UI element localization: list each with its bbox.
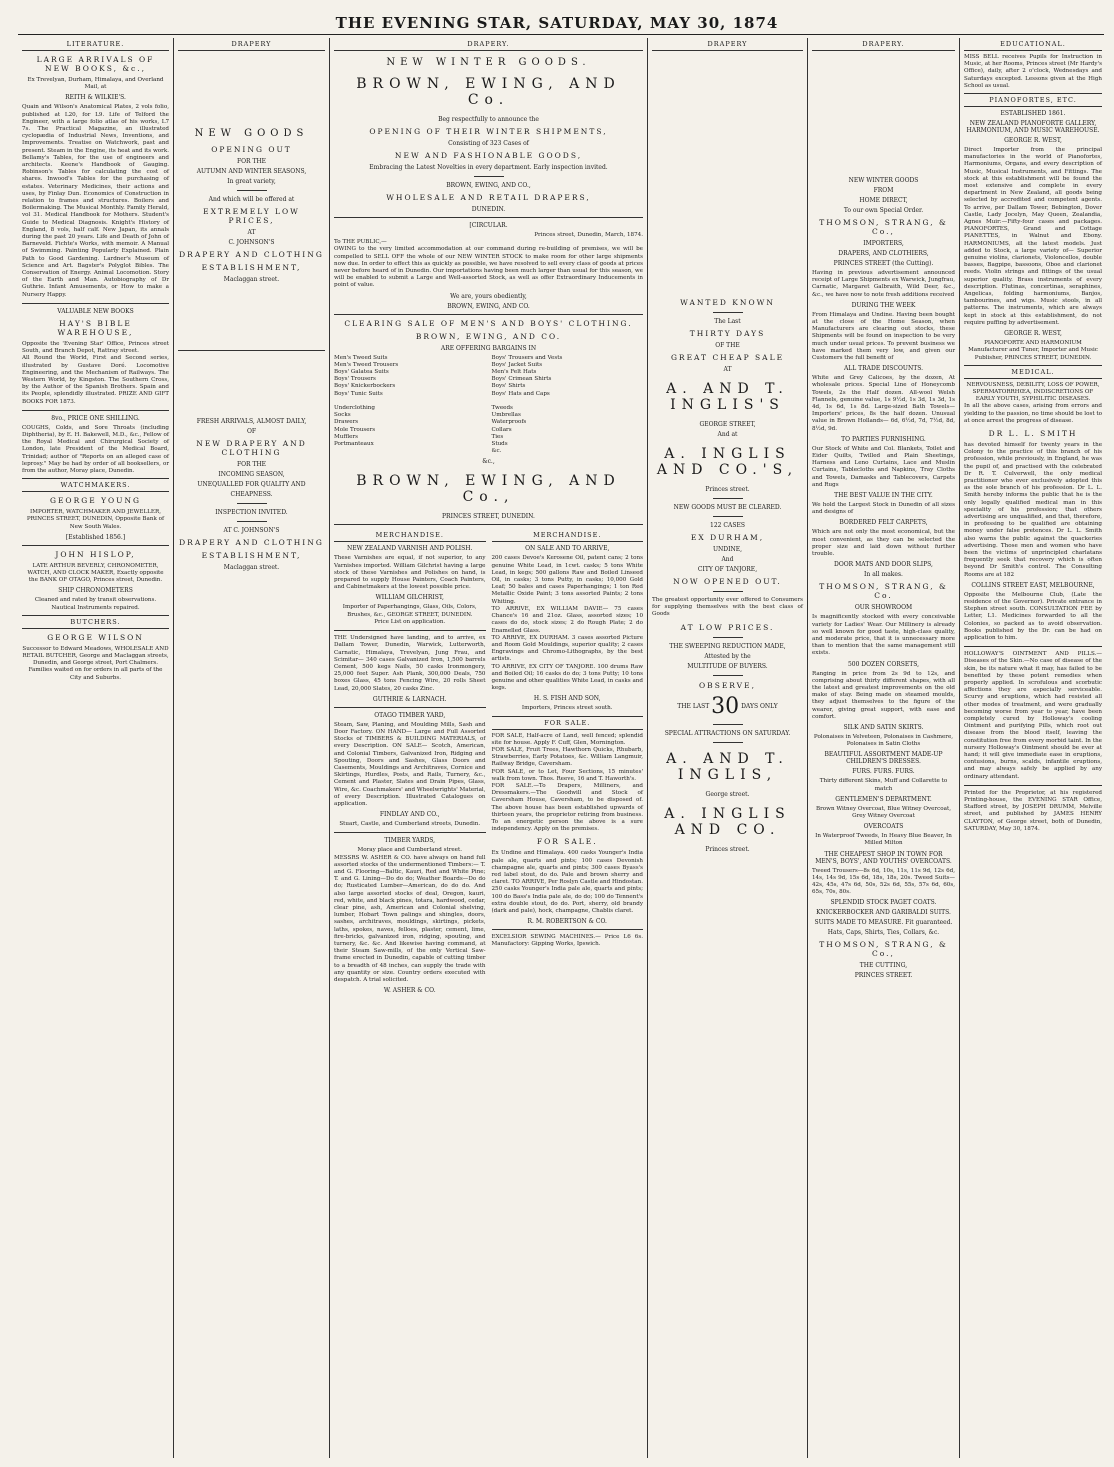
ad-line: Maclaggan street. <box>223 564 280 571</box>
list-item <box>334 398 486 405</box>
ad-text: In Waterproof Tweeds, In Heavy Blue Beaver, In Milled Milton <box>815 833 952 847</box>
list-item: Boys' Shirts <box>491 383 526 390</box>
circular-body: OWING to the very limited accommodation at our command during re-building of premises, we will be compelled to SELL OFF the whole of our NEW WINTER STOCK to make room for other large shipments now due. In order to effect this as quickly as possible, we have resolved to sell every class of goods at prices never before heard of in Dunedin. Our importations having been much larger than usual for this season, we will be enabled to submit a Large and Well-assorted Stock, as well as offer Extraordinary Inducements in point of value. <box>334 246 643 289</box>
section-heading: LITERATURE. <box>22 38 169 51</box>
ad-text: Having in previous advertisement announced receipt of Large Shipments ex Warwick, Jungfrau, Carnatic, Margaret Galbraith, Wild Deer, &c., &c., we have now to note fresh additions received <box>812 270 955 298</box>
section-heading: BUTCHERS. <box>22 615 169 629</box>
list-item: Boys' Hats and Caps <box>491 390 550 397</box>
ad-line: And which will be offered at <box>208 196 295 203</box>
list-item: Ties <box>491 433 504 440</box>
ad-line: ESTABLISHMENT, <box>201 263 302 272</box>
ad-line: DUNEDIN. <box>471 206 506 213</box>
ad-line: INCOMING SEASON, <box>218 471 285 478</box>
ad-line: THE BEST VALUE IN THE CITY. <box>834 492 933 500</box>
list-item: Boys' Jacket Suits <box>491 361 543 368</box>
ad-line: NOW OPENED OUT. <box>673 577 782 586</box>
ad-address: Opposite the 'Evening Star' Office, Princes street South, and Branch Depot, Rattray street. <box>22 340 169 355</box>
ad-text: FOR SALE, or to Let, Four Sections, 15 minutes' walk from town. Thos. Reeve, 16 and T. Haworth's. <box>491 768 643 782</box>
ad-firm: JOHN HISLOP, <box>55 549 136 559</box>
ad-line: PRINCES STREET, DUNEDIN. <box>442 513 535 521</box>
ad-line-part: DAYS ONLY <box>741 702 778 710</box>
ad-line: Princes street. <box>705 845 750 853</box>
ad-firm: A. INGLIS AND CO.'S, <box>656 446 799 478</box>
ad-subheading: SHIP CHRONOMETERS <box>58 587 133 595</box>
ad-line: In all makes. <box>864 571 903 579</box>
ad-line: THE CUTTING, <box>859 962 908 970</box>
ad-line: BROWN, EWING, AND CO., <box>446 182 531 189</box>
ad-line: Beg respectfully to announce the <box>438 116 539 123</box>
ad-line: NEW WINTER GOODS <box>848 177 919 184</box>
divider <box>22 545 169 546</box>
ad-firm: GEORGE R. WEST, <box>1004 137 1062 145</box>
ad-line: And at <box>717 431 738 438</box>
ad-line: FRESH ARRIVALS, ALMOST DAILY, <box>196 418 307 425</box>
ad-line: ARE OFFERING BARGAINS IN <box>440 344 537 352</box>
divider <box>334 314 643 315</box>
ad-text: Direct Importer from the principal manufactories in the world of Pianofortes, Harmoniums, Organs, and every description of Music, Musical Instruments, and Fittings. The stock at this establishment will be found the most extensive and complete in every department in New Zealand, all goods being selected by accredited and competent agents. To arrive, per Dallam Tower, Bebington, Dover Castle, Lady Jocelyn, May Queen, Zealandia, Agnes Muir:—Fifty-four cases and packages. PIANOFORTES, Grand and Cottage PIANETTES, in Walnut and Ebony. HARMONIUMS, all the latest models. Just added to Stock, a large variety of— Superior genuine violins, clarionets, Violoncellos, double basses, Bagpipe, bassoons, Oboe and clarionet reeds. Violin strings and fittings of the usual superior quality. Brass instruments of every description. Flutinas, concertinas, seraphines, Angelicas, folding harmoniums, Banjos, tambourines, and wigs. Music stools, in all patterns. The instruments, which are always kept in stock at this establishment, do not require puffing by advertisement. <box>964 147 1102 326</box>
ad-text: TO ARRIVE, EX WILLIAM DAVIE— 75 cases Chance's 16 and 21oz. Glass, assorted sizes; 10 cases do do, stock sizes; 2 do Rough Plate; 2 do Enamelled Glass. <box>491 605 643 634</box>
list-item: Underclothing <box>334 405 375 412</box>
divider <box>22 410 169 411</box>
ad-text: Importer of Paperhangings, Glass, Oils, Colors, Brushes, &c., GEORGE STREET, DUNEDIN. <box>342 604 477 618</box>
list-item: Boys' Knickerbockers <box>334 383 396 390</box>
ad-line: Maclaggan street. <box>223 276 280 283</box>
ad-line: OF THE <box>715 342 740 349</box>
ad-firm: THOMSON, STRANG, & Co. <box>819 582 948 601</box>
ad-line: OF <box>246 428 257 435</box>
ad-firm: GEORGE YOUNG <box>49 496 142 506</box>
ad-line: SPLENDID STOCK PAGET COATS. <box>830 899 937 907</box>
ad-line: In great variety, <box>227 178 276 185</box>
ad-line: NEW DRAPERY AND CLOTHING <box>196 439 307 457</box>
ad-firm: FINDLAY AND CO., <box>379 811 440 819</box>
ad-firm: A. INGLIS AND CO. <box>664 805 791 838</box>
ad-line: OUR SHOWROOM <box>854 604 913 612</box>
ad-line: &c., <box>482 458 495 466</box>
ad-line: WANTED KNOWN <box>680 298 775 307</box>
ad-title: 8vo., PRICE ONE SHILLING. <box>51 414 140 422</box>
list-item: Mole Trousers <box>334 426 376 433</box>
ad-line: PRINCES STREET (the Cutting). <box>833 260 934 267</box>
list-item: Drawers <box>334 419 359 426</box>
circular-sign: We are, yours obediently, <box>450 292 527 300</box>
divider <box>178 350 325 351</box>
section-heading: DRAPERY <box>178 38 325 51</box>
ad-text: Ex Undine and Himalaya. 400 casks Younger's India pale ale, quarts and pints; 100 cases Devonish champagne ale, quarts and pints; 300 cases Byass's red label stout, do do. Pale and brown sherry and claret. TO ARRIVE, Per Roslyn Castle and Hindostan. 250 casks Younger's India pale ale, quarts and pints; 100 do Bass's India pale ale, do do; 100 do Tennent's extra double stout, do do. Port, sherry, old brandy (dark and pale), hock, champagne, Chablis claret. <box>491 850 644 914</box>
ad-line: And <box>721 556 734 563</box>
list-item: Boys' Tunic Suits <box>334 390 383 397</box>
ad-subtitle: Ex Trevelyan, Durham, Himalaya, and Overland Mail, at <box>27 77 164 91</box>
list-item: Men's Tweed Trousers <box>334 361 399 368</box>
merchandise-right <box>492 529 644 997</box>
ad-firm: A. AND T. INGLIS, <box>666 750 789 783</box>
ad-line: BEAUTIFUL ASSORTMENT MADE-UP CHILDREN'S DRESSES. <box>824 751 943 766</box>
ad-title: NEW ZEALAND PIANOFORTE GALLERY, HARMONIUM, AND MUSIC WAREHOUSE. <box>966 120 1100 135</box>
ad-firm: REITH & WILKIE'S. <box>65 94 126 102</box>
section-heading: EDUCATIONAL. <box>964 38 1102 51</box>
item-list-left <box>334 355 486 456</box>
ad-firm: R. M. ROBERTSON & CO. <box>527 918 607 926</box>
list-item: Men's Felt Hats <box>491 369 537 376</box>
ad-line: THIRTY DAYS <box>689 329 766 338</box>
list-item: Mufflers <box>334 433 358 440</box>
circular-salutation: To THE PUBLIC,— <box>334 239 387 246</box>
ad-text: TO ARRIVE, EX CITY OF TANJORE. 100 drums Raw and Boiled Oil; 16 casks do do; 3 tons Putty; 10 tons genuine and other qualities White Lead, in casks and kegs. <box>491 663 643 692</box>
divider <box>334 524 643 525</box>
ad-line: UNDINE, <box>712 546 743 553</box>
merchandise-left <box>334 529 486 997</box>
section-heading: MERCHANDISE. <box>492 529 644 542</box>
ad-line: EXTREMELY LOW PRICES, <box>203 207 300 225</box>
ad-line: FURS. FURS. FURS. <box>852 768 915 776</box>
ad-line: Hats, Caps, Shirts, Ties, Collars, &c. <box>827 929 940 937</box>
ad-text: MESSRS W. ASHER & CO. have always on hand full assorted stocks of the undermentioned Timbers:— T. and G. Flooring—Baltic, Kauri, Red and White Pine; T. and G. Lining—Do do do; Weather Boards—Do do do; Rusticated Lumber—American, do do do. And also large assorted stocks of deal, Oregon, kauri, red, white, and black pines, totara, hardwood, cedar, clear pine, ash, American and Colonial shelving, lumber, Hobart Town palings and shingles, doors, sashes, architraves, mouldings, skirtings, pickets, laths, spokes, naves, felloes, plaster, cement, lime, fire-bricks, galvanized iron, ridging, spouting, and turnery, &c. &c. And likewise having command, at their Steam Saw-mills, of the only Vertical Saw-frame erected in Dunedin, capable of cutting timber to a breadth of 48 inches, can supply the trade with any quantity or size. Country orders executed with despatch. A trial solicited. <box>334 854 486 984</box>
ad-line: WHOLESALE AND RETAIL DRAPERS, <box>386 193 591 202</box>
ad-firm: BROWN, EWING, AND Co., <box>356 473 621 506</box>
ad-line: HOME DIRECT, <box>859 197 908 204</box>
ad-text: Which are not only the most economical, but the most convenient, as they can be selected the proper size and laid down without further trouble. <box>812 529 955 558</box>
ad-line: 500 DOZEN CORSETS, <box>847 660 920 668</box>
ad-line: SPECIAL ATTRACTIONS ON SATURDAY. <box>664 729 791 737</box>
ad-firm: WILLIAM GILCHRIST, <box>375 594 444 602</box>
ad-line: OBSERVE, <box>699 680 756 690</box>
ad-line: 122 CASES <box>710 522 745 529</box>
list-item: Umbrellas <box>491 412 521 419</box>
ad-line: FOR THE <box>236 158 267 165</box>
ad-line: CITY OF TANJORE, <box>697 566 758 573</box>
list-item: &c. <box>491 448 502 455</box>
ad-line: C. JOHNSON'S <box>228 239 275 246</box>
ad-line: DRAPERY AND CLOTHING <box>179 538 324 547</box>
ad-firm: H. S. FISH AND SON, <box>533 695 601 703</box>
ad-line: George street. <box>705 790 750 798</box>
ad-line: To our own Special Order. <box>843 207 924 214</box>
ad-line: DRAPERY AND CLOTHING <box>179 250 324 259</box>
section-heading: DRAPERY. <box>334 38 643 51</box>
column-brown-ewing <box>330 38 648 1458</box>
book-list: Quain and Wilson's Anatomical Plates, 2 vols folio, published at L20, for L9. Life of Telford the Engineer, with a large folio atlas of his works, L7 7s. The Practical Magazine, an illustrated cyclopædia of Industrial News, Inventions, and Improvements. Treatise on Watchwork, past and present. Steam in the Engine, its heat and its work. Bellamy's Tables, for the use of engineers and architects. Keene's Handbook of Gauging. Robinson's Tables for calculating the cost of shares. Inwood's Tables for the purchasing of estates. Veterinary Medicines, their actions and uses, by Finlay Dun. Economics of Construction in relation to frames and structures. Boilers and Boilermaking. The Musical Monthly. Family Herald, vol 31. Medical Handbook for Mothers. Student's Guide to Medical Diagnosis. Knight's History of England, 8 vols, half calf. New Japan, its annals during the past 20 years. Life and Death of John of Barneveld. Fichte's Works, with memoir. A Manual of Swimming. Painting Popularly Explained. Plain Path to Good Gardening. Lardner's Museum of Science and Art. Bagster's Polyglot Bibles. The Conservation of Energy. Animal Locomotion. Story of the Earth and Man. Autobiography of Dr Guthrie. Infant Amusements, or How to make a Nursery Happy. <box>22 104 169 298</box>
ad-line: PRINCES STREET. <box>854 972 913 980</box>
ad-title: VALUABLE NEW BOOKS <box>57 307 134 315</box>
ad-line: THE SWEEPING REDUCTION MADE, <box>669 642 786 650</box>
ad-text: Opposite the Melbourne Club, (Late the residence of the Governor). Private entrance in Stephen street south. CONSULTATION FEE by Letter, L1. Medicines forwarded to all the Colonies, so packed as to avoid observation. Books published by the Dr. can be had on application to him. <box>964 591 1102 641</box>
ad-text: Tweed Trousers—8s 6d, 10s, 11s, 11s 9d, 12s 6d, 14s, 14s 9d, 15s 6d, 18s, 18s, 20s. Tweed Suits—42s, 45s, 47s 6d, 50s, 52s 6d, 55s, 57s 6d, 60s, 65s, 70s, 80s. <box>812 867 955 896</box>
ad-line: AT C. JOHNSON'S <box>223 527 280 534</box>
ad-line: MULTITUDE OF BUYERS. <box>687 662 768 670</box>
ad-line: KNICKERBOCKER AND GARIBALDI SUITS. <box>816 909 951 917</box>
ad-line: FOR THE <box>236 461 267 468</box>
list-item: Waterproofs <box>491 419 527 426</box>
ad-text: Brown Witney Overcoat, Blue Witney Overcoat, Grey Witney Overcoat <box>816 805 951 819</box>
ad-text: Moray place and Cumberland street. <box>357 847 463 854</box>
ad-line: Princes street. <box>705 486 750 493</box>
section-heading: DRAPERY <box>652 38 803 51</box>
list-item: Portmanteaux <box>334 441 374 448</box>
ad-firm: GEORGE R. WEST, <box>1004 330 1062 338</box>
ad-line: OPENING OUT <box>211 145 292 154</box>
ad-line-part: THE LAST <box>677 702 710 710</box>
ad-text: The greatest opportunity ever offered to Consumers for supplying themselves with the best class of Goods <box>652 597 803 618</box>
merchandise-columns <box>334 529 643 997</box>
divider <box>22 303 169 304</box>
ad-text: Successor to Edward Meadows, WHOLESALE AND RETAIL BUTCHER, George and Maclaggan streets, Dunedin, and George street, Port Chalmers. <box>22 645 169 667</box>
ad-text: Price List on application. <box>374 618 446 625</box>
ad-line: OVERCOATS <box>863 823 904 831</box>
list-item: Studs <box>491 441 508 448</box>
column-inglis <box>648 38 808 1458</box>
ad-text: PIANOFORTE AND HARMONIUM Manufacturer and Tuner, Importer and Music Publisher, PRINCES STREET, DUNEDIN. <box>968 340 1098 361</box>
book-list: All Round the World, First and Second series, illustrated by Gustave Doré. Locomotive Engineering, and the Mechanism of Railways. The Western World, by Kingston. The Southern Cross, by the Author of the Spanish Brothers. Spain and its People, splendidly illustrated. PRIZE AND GIFT BOOKS FOR 1873. <box>22 355 169 405</box>
ad-firm: W. ASHER & CO. <box>383 987 436 995</box>
ad-text: Cleaned and rated by transit observations. Nautical Instruments repaired. <box>34 597 157 611</box>
ad-line: EX DURHAM, <box>690 533 765 542</box>
list-item: Tweeds <box>491 405 513 412</box>
ad-text: THE Undersigned have landing, and to arrive, ex Dallam Tower, Dunedin, Warwick, Lutterworth, Carnatic, Himalaya, Trevelyan, Jung Frau, and Scimitar— 340 cases Galvanized Iron, 1,500 barrels Cement, 500 kegs Nails, 50 casks Ironmongery, 25,000 feet Super. Ash Plank, 300,000 Deals, 750 boxes Glass, 45 tons Fencing Wire, 20 rolls Sheet Lead, 20,000 Slates, 20 casks Zinc. <box>334 635 486 692</box>
ad-text: IMPORTER, WATCHMAKER AND JEWELLER, PRINCES STREET, DUNEDIN, Opposite Bank of New South Wales. <box>26 509 165 530</box>
circular-date: Princes street, Dunedin, March, 1874. <box>534 232 643 238</box>
ad-text: 200 cases Devoe's Kerosene Oil, patent cans; 2 tons genuine White Lead, in 1cwt. casks; 5 tons White Lead, in kegs; 500 gallons Raw and Boiled Linseed Oil, in casks; 3 tons Putty, in casks; 10,000 Gold Leaf; 50 bales and cases Paperhangings; 1 ton Red Metallic Oxide Paint; 3 tons assorted Paints; 2 tons Whiting. <box>491 555 643 605</box>
ad-line: OPENING OF THEIR WINTER SHIPMENTS, <box>369 127 608 136</box>
ad-text: These Varnishes are equal, if not superior, to any Varnishes imported. William Gilchrist having a large stock of these Varnishes and Polishes on hand, is prepared to supply House Painters, Coach Painters, and Cabinetmakers at the lowest possible price. <box>334 555 486 591</box>
ad-line: GENTLEMEN'S DEPARTMENT. <box>835 795 932 803</box>
ad-text: Thirty different Skins, Muff and Collarette to match <box>819 778 948 792</box>
ad-text: NERVOUSNESS, DEBILITY, LOSS OF POWER, SPERMATORRHŒA, INDISCRETIONS OF EARLY YOUTH, SYPHILITIC DISEASES. <box>966 381 1100 403</box>
list-item: Socks <box>334 412 351 419</box>
ad-headline: CLEARING SALE OF MEN'S AND BOYS' CLOTHING. <box>344 318 633 328</box>
ad-line: The Last <box>714 318 741 325</box>
ad-line: DRAPERS, AND CLOTHIERS, <box>838 250 929 257</box>
ad-text: Families waited on for orders in all parts of the City and Suburbs. <box>28 667 163 681</box>
ad-line: IMPORTERS, <box>863 240 904 247</box>
list-item: Boys' Crimean Shirts <box>491 376 552 383</box>
imprint: Printed for the Proprietor, at his registered Printing-house, the EVENING STAR Office, Stafford street, by JOSEPH DRUMM, Melville street, and published by JAMES HENRY CLAYTON, of George street, both of Dunedin, SATURDAY, May 30, 1874. <box>964 789 1102 832</box>
ad-title: FOR SALE. <box>536 837 598 847</box>
ad-line: GREAT CHEAP SALE <box>670 353 785 362</box>
ad-line: ESTABLISHED 1861. <box>1000 110 1066 118</box>
column-literature <box>18 38 174 1458</box>
ad-text: FOR SALE.—To Drapers, Milliners, and Dressmakers.—The Goodwill and Stock of Caversham House, Caversham, to be disposed of. The above house has been established upwards of thirteen years, the proprietor retiring from business. To an energetic person the above is a sure independency. Apply on the premises. <box>491 782 643 833</box>
item-lists <box>334 355 643 456</box>
section-heading: DRAPERY. <box>812 38 955 51</box>
ad-firm: GEORGE WILSON <box>47 632 144 642</box>
ad-line: TO PARTIES FURNISHING. <box>841 435 926 443</box>
ad-line: THE CHEAPEST SHOP IN TOWN FOR MEN'S, BOYS', AND YOUTHS' OVERCOATS. <box>815 850 952 865</box>
ad-line: BORDERED FELT CARPETS, <box>839 519 928 527</box>
ad-text: MISS BELL receives Pupils for Instruction in Music, at her Rooms, Princes street (Mr Hardy's Office), daily, after 2 o'clock, Wednesdays and Saturdays excepted. Lessons given at the High School as usual. <box>964 54 1102 89</box>
ad-line: AT LOW PRICES. <box>680 622 775 632</box>
ad-line: SILK AND SATIN SKIRTS. <box>843 723 924 731</box>
ad-text: EXCELSIOR SEWING MACHINES.— Price L6 6s. Manufactory: Gipping Works, Ipswich. <box>491 934 643 948</box>
masthead: THE EVENING STAR, SATURDAY, MAY 30, 1874 <box>335 14 779 32</box>
ad-text: Polonaises in Velveteen, Polonaises in Cashmere, Polonaises in Satin Cloths <box>813 733 954 748</box>
ad-line: ESTABLISHMENT, <box>201 551 302 560</box>
ad-line: SUITS MADE TO MEASURE. Fit guaranteed. <box>814 919 953 927</box>
ad-text: Stuart, Castle, and Cumberland streets, Dunedin. <box>339 821 481 828</box>
ad-line: NEW AND FASHIONABLE GOODS, <box>394 151 583 160</box>
ad-text: White and Grey Calicoes, by the dozen, At wholesale prices. Special Line of Honeycomb Towels, 2s the Half dozen. All-wool Welsh Flannels, genuine value, 1s 9½d, 1s 3d, 1s 3d, 1s 4d, 1s 6d, 1s 8d. Large-sized Bath Towels—Importers' prices, 8s the half dozen. Unusual value in Brown Hollands— 6d, 6½d, 7d, 7½d, 8d, 8½d, 9d. <box>812 375 955 432</box>
list-item: Boys' Trousers and Vests <box>491 354 563 361</box>
ad-text: LATE ARTHUR BEVERLY, CHRONOMETER, WATCH, AND CLOCK MAKER, Exactly opposite the BANK OF OTAGO, Princes street, Dunedin. <box>27 562 164 584</box>
ad-text: Steam, Saw, Planing, and Moulding Mills, Sash and Door Factory. ON HAND— Large and Full Assorted Stocks of TIMBERS & BUILDING MATERIALS, of every Description. ON SALE— Scotch, American, and Colonial Timbers, Galvanized Iron, Ridging and Spouting, Doors and Sashes, Glass Doors and Casements, Mouldings and Architraves, Cornice and Skirtings, Hurdles, Posts, and Rails, Turnery, &c., Cement and Plaster, Slates and Drain Pipes, Glass, Wire, &c. Coachmakers' and Wheelwrights' Material, of every Description. Illustrated Catalogues on application. <box>334 721 486 807</box>
ad-line: ALL TRADE DISCOUNTS. <box>843 365 924 373</box>
circular-label: [CIRCULAR. <box>469 222 508 229</box>
section-heading: MEDICAL. <box>964 365 1102 379</box>
ad-line: COLLINS STREET EAST, MELBOURNE, <box>971 581 1095 589</box>
ad-title: ON SALE AND TO ARRIVE, <box>525 545 610 553</box>
ad-title: LARGE ARRIVALS OF NEW BOOKS, &c., <box>36 55 155 73</box>
ad-headline: NEW WINTER GOODS. <box>386 57 591 68</box>
column-educational-medical <box>960 38 1106 1458</box>
ad-text: TO ARRIVE, EX DURHAM. 3 cases assorted Picture and Room Gold Mouldings, superior quality; 2 cases Engravings and Chromo-Lithographs, by the best artists. <box>491 634 643 663</box>
columns <box>18 38 1106 1458</box>
ad-line: CHEAPNESS. <box>230 491 273 498</box>
ad-line: AT <box>723 366 732 373</box>
ad-firm: GUTHRIE & LARNACH. <box>372 695 447 703</box>
ad-firm: A. AND T. INGLIS'S <box>666 381 789 413</box>
masthead-rule <box>18 34 1104 35</box>
section-heading: MERCHANDISE. <box>334 529 486 542</box>
ad-line: NEW GOODS <box>194 128 309 139</box>
ad-text: Our Stock of White and Col. Blankets, Toilet and Eider Quilts, Twilled and Plain Sheetings, Harness and Leno Curtains, Lace and Muslin Curtains, Tablecloths and Napkins, Tray Cloths and Towels, Damasks and Tablecovers, Carpets and Rugs <box>812 445 955 488</box>
ad-text: In all the above cases, arising from errors and yielding to the passion, no time should be lost to at once arrest the progress of disease. <box>964 403 1102 424</box>
ad-line: INSPECTION INVITED. <box>215 509 288 516</box>
ad-line: Embracing the Latest Novelties in every department. Early inspection invited. <box>369 164 608 171</box>
ad-line: FROM <box>873 187 894 194</box>
ad-firm: HAY'S BIBLE WAREHOUSE, <box>57 318 134 337</box>
ad-text: Importers, Princes street south. <box>521 705 613 712</box>
ad-line: Attested by the <box>704 652 751 660</box>
section-heading: PIANOFORTES, ETC. <box>964 93 1102 107</box>
column-drapery-johnson <box>174 38 330 1458</box>
ad-thirty-number: 30 <box>711 693 740 719</box>
ad-established: [Established 1856.] <box>65 533 126 541</box>
divider <box>334 217 643 218</box>
ad-firm: BROWN, EWING, AND Co. <box>356 76 621 108</box>
ad-firm: THOMSON, STRANG, & Co., <box>819 218 948 236</box>
ad-text: FOR SALE, Fruit Trees, Hawthorn Quicks, Rhubarb, Strawberries, Early Potatoes, &c. William Langmuir, Railway Bridge, Caversham. <box>491 746 643 768</box>
ad-title: NEW ZEALAND VARNISH AND POLISH. <box>347 545 473 553</box>
ad-text: Is magnificently stocked with every conceivable variety for Ladies' Wear. Our Millinery is already so well known for good taste, high-class quality, and moderate price, that it is unnecessary more than to mention that the same management still exists. <box>812 614 955 657</box>
list-item: Collars <box>491 426 512 433</box>
ad-line: AUTUMN AND WINTER SEASONS, <box>196 168 307 175</box>
ad-line: AT <box>247 229 256 236</box>
circular-sign: BROWN, EWING, AND CO. <box>447 302 530 310</box>
column-thomson-strang <box>808 38 960 1458</box>
ad-title: OTAGO TIMBER YARD, <box>374 711 446 719</box>
list-item: Boys' Galatea Suits <box>334 369 389 376</box>
item-list-right <box>492 355 644 456</box>
ad-line-thirty <box>652 694 803 719</box>
ad-text: We hold the Largest Stock in Dunedin of all sizes and designs of <box>812 502 955 516</box>
ad-line: DOOR MATS AND DOOR SLIPS, <box>834 561 933 569</box>
ad-title: TIMBER YARDS, <box>384 837 436 845</box>
list-item: Men's Tweed Suits <box>334 354 388 361</box>
section-heading: WATCHMAKERS. <box>22 478 169 492</box>
ad-line: GEORGE STREET, <box>699 421 756 428</box>
ad-text: HOLLOWAY'S OINTMENT AND PILLS.—Diseases of the Skin.—No case of disease of the skin, be its nature what it may, has failed to be benefited by these potent remedies when properly applied. In scrofulous and scorbutic affections they are especially serviceable. Scurvy and eruptions, which had resisted all other modes of treatment, and were gradually becoming worse from year to year, have been completely cured by Holloway's cooling Ointment and purifying Pills, which root out disease from the blood itself, leaving the constitution free from every morbid taint. In the nursery Holloway's Ointment should be ever at hand; it will give immediate ease in eruptions, contusions, burns, scalds, infantile eruptions, and may always safely be applied by any ordinary attendant. <box>964 651 1102 780</box>
ad-line: Consisting of 323 Cases of <box>448 140 529 147</box>
list-item <box>492 398 644 405</box>
ad-text: Ranging in price from 2s 9d to 12s, and comprising about thirty different shapes, with all the latest and greatest improvements on the old make of stay. Being made on steamed moulds, they adjust themselves to the figure of the wearer, giving great support, with ease and comfort. <box>812 670 955 720</box>
list-item: Boys' Trousers <box>334 376 376 383</box>
ad-text: COUGHS, Colds, and Sore Throats (including Diphtheria), by E. H. Bakewell, M.D., &c., Fellow of the Royal Medical and Chirurgical Society of London, late President of the Medical Board, Trinidad; author of "Reports on an alleged case of leprosy." May be had by order of all booksellers, or from the author, Moray place, Dunedin. <box>22 424 169 474</box>
ad-line: DURING THE WEEK <box>851 301 916 309</box>
ad-firm: THOMSON, STRANG, & Co., <box>819 940 948 959</box>
section-heading: FOR SALE. <box>492 716 644 730</box>
ad-text: has devoted himself for twenty years in the Colony to the practice of this branch of his profession, while previously, in England, he was the pupil of, and practised with the celebrated Dr R. T. Culverwell, the only medical practitioner who ever exclusively adopted this as the sole branch of his profession. Dr L. L. Smith hereby informs the public that he is the only legally qualified medical man in this speciality of his profession; that others advertising are unqualified, and that, therefore, in professing to be qualified are obtaining money under false pretences. Dr L. L. Smith also warns the public against the quackeries advertising. Those men and women who have been the victims of unprincipled charlatans frequently seek that recovery which is often beyond Dr Smith's control. The Consulting Rooms are at 182 <box>964 441 1102 578</box>
ad-text: From Himalaya and Undine. Having been bought at the close of the Home Season, when Manufacturers are clearing out stocks, these Shipments will be found on inspection to be very much under usual prices. To prevent business we have marked them very low, and given our Customers the full benefit of <box>812 311 955 362</box>
ad-line: UNEQUALLED FOR QUALITY AND <box>197 481 306 488</box>
ad-firm: BROWN, EWING, AND CO. <box>415 331 562 341</box>
ad-text: FOR SALE, Half-acre of Land, well fenced; splendid site for house. Apply F. Cuff, Glen, Mornington. <box>491 732 643 746</box>
ad-firm: DR L. L. SMITH <box>988 428 1078 438</box>
ad-line: NEW GOODS MUST BE CLEARED. <box>673 504 782 511</box>
